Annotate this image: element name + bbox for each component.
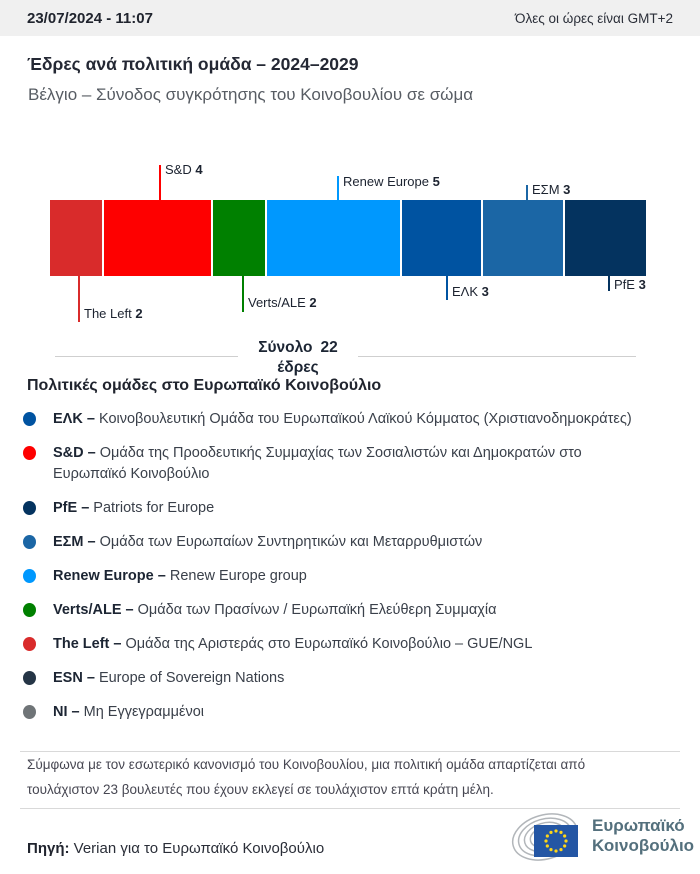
callout-line-εσμ [526,185,528,200]
bar-segment-s-d[interactable] [104,200,212,276]
bar-segment-verts-ale[interactable] [213,200,267,276]
legend-dot-ελκ [23,412,36,426]
total-rule-left [55,356,238,357]
callout-line-verts-ale [242,276,244,312]
total-label: Σύνολο [258,339,313,356]
legend-item-esn [23,668,653,689]
total-unit: έδρες [277,359,319,376]
callout-label-verts-ale: Verts/ALE 2 [248,295,317,310]
legend-dot-s-d [23,446,36,460]
footnote-divider-bottom [20,808,680,809]
callout-line-pfe [608,276,610,291]
legend-dot-verts-ale [23,603,36,617]
callout-label-εσμ: ΕΣΜ 3 [532,182,571,197]
bar-segment-the-left[interactable] [50,200,104,276]
legend-text-s-d: S&D – Ομάδα της Προοδευτικής Συμμαχίας των Σοσιαλιστών και Δημοκρατών στο Ευρωπαϊκό Κοινοβούλιο [53,445,582,482]
callout-line-renew-europe [337,176,339,200]
legend-section [23,377,653,736]
footnote-text: Σύμφωνα με τον εσωτερικό κανονισμό του Κοινοβουλίου, μια πολιτική ομάδα απαρτίζεται από τουλάχιστον 23 βουλευτές που έχουν εκλεγεί σε τουλάχιστον επτά κράτη μέλη. [27,757,586,797]
legend-items [23,409,653,723]
total-rule-right [358,356,636,357]
ep-logo-line2: Κοινοβούλιο [592,836,695,855]
callout-line-s-d [159,165,161,200]
total-line1 [238,338,358,358]
legend-text-esn: ESN – Europe of Sovereign Nations [53,670,285,686]
legend-text-εσμ: ΕΣΜ – Ομάδα των Ευρωπαίων Συντηρητικών και Μεταρρυθμιστών [53,534,483,550]
legend-text-pfe: PfE – Patriots for Europe [53,500,215,516]
legend-item-verts-ale [23,600,653,621]
legend-item-the-left [23,634,653,655]
page-title: Έδρες ανά πολιτική ομάδα – 2024–2029 [27,54,359,74]
legend-dot-pfe [23,501,36,515]
source-label: Πηγή: [27,840,70,857]
legend-item-ελκ [23,409,653,430]
stacked-bar [50,200,646,276]
timezone-note: Όλες οι ώρες είναι GMT+2 [515,10,673,26]
datetime-label: 23/07/2024 - 11:07 [27,9,153,27]
legend-item-renew-europe [23,566,653,587]
legend-text-the-left: The Left – Ομάδα της Αριστεράς στο Ευρωπαϊκό Κοινοβούλιο – GUE/NGL [53,636,533,652]
ep-logo-text [592,816,694,856]
ep-logo-line1: Ευρωπαϊκό [592,816,685,835]
callout-label-ελκ: ΕΛΚ 3 [452,284,489,299]
legend-heading: Πολιτικές ομάδες στο Ευρωπαϊκό Κοινοβούλιο [27,377,382,394]
legend-dot-the-left [23,637,36,651]
callout-label-the-left: The Left 2 [84,306,143,321]
bar-segment-εσμ[interactable] [483,200,564,276]
page-subtitle: Βέλγιο – Σύνοδος συγκρότησης του Κοινοβουλίου σε σώμα [28,85,474,104]
legend-dot-esn [23,671,36,685]
bar-segment-ελκ[interactable] [402,200,483,276]
ep-logo [507,810,694,862]
callout-label-pfe: PfE 3 [614,277,646,292]
legend-item-pfe [23,498,653,519]
total-value: 22 [320,339,338,356]
legend-item-εσμ [23,532,653,553]
legend-item-s-d [23,443,653,485]
callout-line-ελκ [446,276,448,300]
legend-item-ni [23,702,653,723]
header-bar [0,0,700,36]
legend-text-renew-europe: Renew Europe – Renew Europe group [53,568,307,584]
hemicycle-eu-flag-icon [507,810,585,862]
bar-segment-renew-europe[interactable] [267,200,402,276]
legend-text-ελκ: ΕΛΚ – Κοινοβουλευτική Ομάδα του Ευρωπαϊκού Λαϊκού Κόμματος (Χριστιανοδημοκράτες) [53,411,632,427]
source-line [27,840,324,857]
legend-text-verts-ale: Verts/ALE – Ομάδα των Πρασίνων / Ευρωπαϊκή Ελεύθερη Συμμαχία [53,602,497,618]
bar-segment-pfe[interactable] [565,200,646,276]
callout-line-the-left [78,276,80,322]
callout-label-s-d: S&D 4 [165,162,203,177]
legend-dot-εσμ [23,535,36,549]
legend-dot-ni [23,705,36,719]
seats-bar-chart [0,160,700,378]
source-text: Verian για το Ευρωπαϊκό Κοινοβούλιο [69,840,325,857]
legend-dot-renew-europe [23,569,36,583]
legend-text-ni: NI – Μη Εγγεγραμμένοι [53,704,205,720]
callout-label-renew-europe: Renew Europe 5 [343,174,440,189]
total-seats [238,338,358,378]
